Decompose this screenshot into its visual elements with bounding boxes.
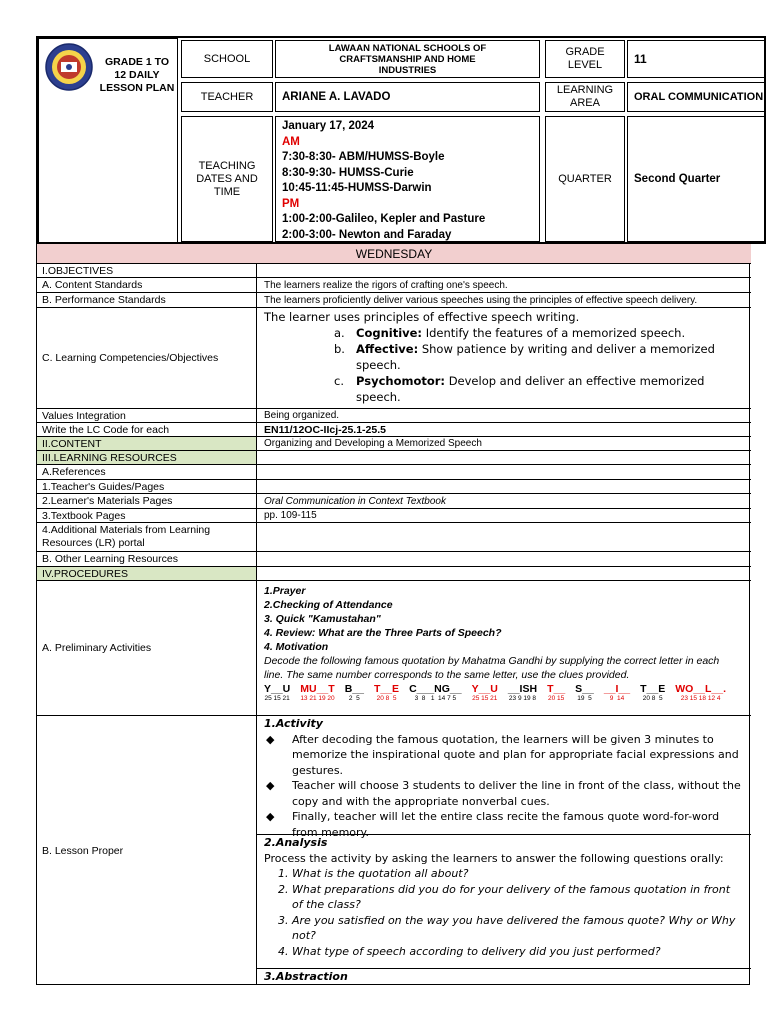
grade-level-value: 11 — [627, 40, 765, 78]
quarter-value: Second Quarter — [627, 116, 765, 242]
lesson-label: B. Lesson Proper — [37, 716, 257, 985]
preliminary-cell — [257, 581, 751, 715]
lesson-table — [36, 243, 750, 985]
code-group — [345, 684, 364, 703]
lesson-cell — [257, 716, 751, 985]
table-row — [37, 264, 751, 278]
preliminary-item: 1.Prayer — [264, 585, 306, 597]
competency-marker: a. — [334, 326, 345, 340]
am-session: 8:30-9:30- HUMSS-Curie — [282, 166, 414, 179]
competency-text: Show patience by writing and deliver a memorized speech. — [356, 342, 715, 372]
other-resources-label: B. Other Learning Resources — [37, 552, 257, 566]
table-row — [37, 480, 751, 494]
code-letters: B__ — [344, 683, 364, 695]
code-group — [604, 684, 630, 703]
plan-title: GRADE 1 TO 12 DAILY LESSON PLAN — [99, 56, 175, 94]
content-value: Organizing and Developing a Memorized Speech — [264, 438, 482, 449]
table-row — [37, 494, 751, 509]
am-label: AM — [282, 135, 300, 148]
table-row — [37, 423, 751, 437]
analysis-title: 2.Analysis — [264, 836, 328, 849]
table-row — [37, 451, 751, 465]
day-label: WEDNESDAY — [355, 246, 433, 261]
list-item: 2. What preparations did you do for your delivery of the famous quotation in front of the class? — [292, 882, 741, 913]
teacher-label: TEACHER — [181, 82, 273, 112]
quarter-label: QUARTER — [545, 116, 625, 242]
code-letters: S__ — [575, 683, 594, 695]
school-label: SCHOOL — [181, 40, 273, 78]
table-row — [37, 581, 751, 716]
list-item: ◆ Finally, teacher will let the entire class recite the famous quote word-for-word from memory. — [264, 809, 741, 840]
list-item: ◆ Teacher will choose 3 students to deliver the line in front of the class, without the copy and with the appropriate nonverbal cues. — [264, 778, 741, 809]
competency-type: Psychomotor: — [356, 374, 446, 388]
preliminary-item: 3. Quick "Kamustahan" — [264, 613, 381, 625]
grade-level-label: GRADE LEVEL — [545, 40, 625, 78]
list-item: ◆ After decoding the famous quotation, the learners will be given 3 minutes to memorize the inspirational quote and plan for appropriate facial expressions and gestures. — [264, 732, 741, 779]
competency-item — [264, 325, 751, 341]
school-value: LAWAAN NATIONAL SCHOOLS OF CRAFTSMANSHIP AND HOME INDUSTRIES — [275, 40, 540, 78]
code-letters: __I__ — [603, 683, 631, 695]
table-row — [37, 523, 751, 552]
code-letters: T__ — [547, 683, 566, 695]
code-group — [575, 684, 594, 703]
preliminary-item: 4. Motivation — [264, 641, 329, 653]
competency-marker: b. — [334, 342, 345, 356]
preliminary-item: 4. Review: What are the Three Parts of Speech? — [264, 627, 502, 639]
table-row — [37, 409, 751, 423]
guides-label: 1.Teacher's Guides/Pages — [37, 480, 257, 493]
code-numbers: 9 14 — [609, 695, 625, 702]
competency-marker: c. — [334, 374, 344, 388]
code-numbers: 20 15 — [547, 695, 565, 702]
code-letters: __ISH — [507, 683, 538, 695]
content-label: II.CONTENT — [37, 437, 257, 450]
schedule-cell — [275, 116, 540, 242]
materials-value: Oral Communication in Context Textbook — [264, 495, 446, 507]
materials-label: 2.Learner's Materials Pages — [37, 494, 257, 508]
code-numbers: 2 5 — [348, 695, 360, 702]
abstraction-title: 3.Abstraction — [264, 970, 348, 983]
code-group — [472, 684, 498, 703]
code-group — [409, 684, 462, 703]
analysis-block — [257, 835, 751, 969]
code-numbers: 25 15 21 — [264, 695, 290, 702]
day-bar — [37, 244, 751, 264]
code-numbers: 19 5 — [577, 695, 592, 702]
code-letters: Y__U — [471, 683, 498, 695]
references-label: A.References — [37, 465, 257, 479]
dates-label: TEACHING DATES AND TIME — [181, 116, 273, 242]
code-numbers: 25 15 21 — [472, 695, 498, 702]
table-row — [37, 437, 751, 451]
list-item: 4. What type of speech according to delivery did you just performed? — [292, 944, 741, 960]
table-row — [37, 293, 751, 308]
schedule-date: January 17, 2024 — [282, 120, 375, 132]
competency-text: Identify the features of a memorized speech. — [425, 326, 686, 340]
table-row — [37, 278, 751, 293]
lc-code-value: EN11/12OC-IIcj-25.1-25.5 — [264, 423, 386, 436]
performance-standards-value: The learners proficiently deliver various speeches using the principles of effective speech delivery. — [264, 294, 698, 306]
performance-standards-label: B. Performance Standards — [37, 293, 257, 307]
values-value: Being organized. — [264, 410, 340, 421]
competencies-label: C. Learning Competencies/Objectives — [37, 308, 257, 408]
table-row — [37, 552, 751, 567]
code-numbers: 13 21 19 20 — [300, 695, 335, 702]
decode-puzzle — [264, 684, 751, 703]
competencies-cell — [257, 308, 751, 408]
list-item: 1. What is the quotation all about? — [292, 866, 741, 882]
values-label: Values Integration — [37, 409, 257, 422]
code-group — [508, 684, 537, 703]
textbook-value: pp. 109-115 — [264, 510, 317, 521]
code-letters: Y__U — [264, 683, 291, 695]
code-group — [374, 684, 399, 703]
code-numbers: 3 8 1 14 7 5 — [414, 695, 457, 702]
pm-label: PM — [282, 197, 300, 210]
code-letters: WO__L__. — [675, 683, 727, 695]
resources-label: III.LEARNING RESOURCES — [37, 451, 257, 464]
procedures-label: IV.PROCEDURES — [37, 567, 257, 580]
activity-title: 1.Activity — [264, 717, 323, 730]
table-row — [37, 716, 751, 985]
preliminary-label: A. Preliminary Activities — [37, 581, 257, 715]
code-group — [675, 684, 726, 703]
textbook-label: 3.Textbook Pages — [37, 509, 257, 522]
code-numbers: 23 15 18 12 4 — [680, 695, 721, 702]
table-row — [37, 567, 751, 581]
content-standards-label: A. Content Standards — [37, 278, 257, 292]
competency-type: Affective: — [356, 342, 419, 356]
code-numbers: 20 8 5 — [376, 695, 397, 702]
table-row — [37, 509, 751, 523]
competency-item — [264, 341, 751, 373]
list-item: 3. Are you satisfied on the way you have delivered the famous quote? Why or Why not? — [292, 913, 741, 944]
code-letters: T__E — [640, 683, 666, 695]
lc-code-label: Write the LC Code for each — [37, 423, 257, 436]
competency-item — [264, 373, 751, 405]
competencies-intro: The learner uses principles of effective speech writing. — [264, 310, 580, 324]
code-group — [264, 684, 290, 703]
activity-list — [264, 732, 741, 841]
preliminary-item: 2.Checking of Attendance — [264, 599, 393, 611]
pm-session: 1:00-2:00-Galileo, Kepler and Pasture — [282, 213, 486, 225]
competency-text: Develop and deliver an effective memorized speech. — [356, 374, 705, 404]
code-letters: C___NG__ — [409, 683, 462, 695]
deped-seal-icon — [44, 42, 94, 92]
learning-area-value: ORAL COMMUNICATION — [627, 82, 765, 112]
table-row — [37, 308, 751, 409]
additional-label: 4.Additional Materials from Learning Resources (LR) portal — [37, 523, 257, 551]
competency-type: Cognitive: — [356, 326, 423, 340]
code-group — [300, 684, 334, 703]
code-numbers: 20 8 5 — [642, 695, 663, 702]
content-standards-value: The learners realize the rigors of crafting one's speech. — [264, 279, 508, 291]
am-session: 10:45-11:45-HUMSS-Darwin — [282, 182, 432, 194]
objectives-label: I.OBJECTIVES — [37, 264, 257, 277]
code-numbers: 23 9 19 8 — [508, 695, 537, 702]
code-letters: T__E — [373, 683, 400, 695]
code-group — [640, 684, 665, 703]
learning-area-label: LEARNING AREA — [545, 82, 625, 112]
analysis-intro: Process the activity by asking the learners to answer the following questions orally: — [264, 851, 724, 865]
table-row — [37, 465, 751, 480]
pm-session: 2:00-3:00- Newton and Faraday — [282, 228, 452, 241]
code-letters: MU__T — [300, 683, 335, 695]
am-session: 7:30-8:30- ABM/HUMSS-Boyle — [282, 151, 445, 163]
teacher-value: ARIANE A. LAVADO — [275, 82, 540, 112]
code-group — [547, 684, 565, 703]
activity-block — [257, 716, 751, 839]
analysis-questions — [264, 866, 741, 959]
decode-instruction: Decode the following famous quotation by Mahatma Gandhi by supplying the correct letter in each line. The same number corresponds to the same letter, use the clues provided. — [264, 655, 720, 681]
